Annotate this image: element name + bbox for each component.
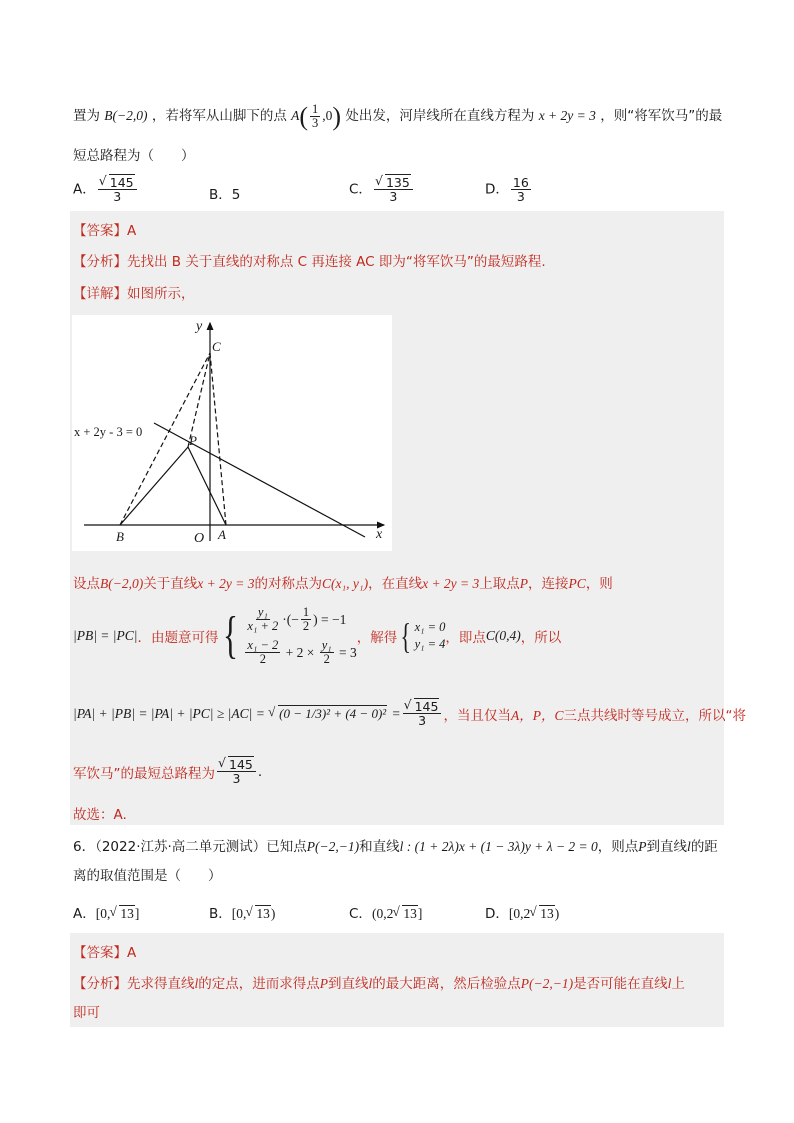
point-a-label: A	[218, 527, 226, 542]
q5-detail: 【详解】如图所示，	[73, 286, 195, 302]
y-axis-label: y	[196, 319, 203, 334]
segment-bp	[120, 447, 188, 525]
equation-system: { $\frac{\text{y₁}}{\text{x₁ + 2}}$ ·(− $\frac{1}{2}$ ) = −1 $\frac{\text{x₁ − 2}}{2}$ + 2 × $\frac{\text{y₁}}{2}$ = 3	[223, 605, 357, 667]
q5-option-a: A． √ $\frac{145}{3}$	[73, 176, 139, 203]
river-line	[154, 423, 365, 537]
segment-ac	[210, 353, 226, 525]
origin-label: O	[194, 531, 205, 546]
geometry-figure	[72, 315, 392, 551]
q5-stem-line-1	[73, 103, 722, 129]
river-line-label: x + 2y - 3 = 0	[74, 425, 143, 439]
q5-stem-text: 置为	[73, 108, 100, 124]
point-c-label: C	[212, 339, 221, 354]
q6-analysis-line-2: 即可	[73, 1005, 100, 1021]
q6-option-b: B．[0,√ 13)	[209, 902, 275, 922]
point-p-label: P	[189, 433, 197, 448]
q5-solution-line-2: |PB| = |PC| ．由题意可得 { $\frac{\text{y₁}}{\text{x₁ + 2}}$ ·(− $\frac{1}{2}$ ) = −1 $\frac{\text{x₁ − 2}}{2}$ + 2 × $\frac{\text{y₁}}{2}$ = 3 ，解得 { x₁ = 0 y₁ = 4 ，即点 C(0,4) ，所以	[73, 605, 562, 667]
x-axis-label: x	[376, 527, 383, 542]
q5-option-c: C． √ $\frac{135}{3}$	[349, 176, 415, 203]
q6-stem-line-1: 6．（2022·江苏·高二单元测试）已知点P(−2,−1)和直线l : (1 + 2λ)x + (1 − 3λ)y + λ − 2 = 0，则点P到直线l的距	[73, 839, 718, 855]
q6-analysis: 【分析】先求得直线l的定点，进而求得点P到直线l的最大距离，然后检验点P(−2,−1)是否可能在直线l上	[73, 976, 685, 992]
q5-solution-line-4: 军饮马”的最短总路程为 √ $\frac{145}{3}$ .	[73, 758, 722, 785]
q6-stem-line-2: 离的取值范围是（ ）	[73, 868, 222, 884]
q6-option-a: A．[0,√ 13]	[73, 902, 139, 922]
q6-option-d: D．[0,2√ 13)	[485, 902, 559, 922]
q5-solution-line-3: |PA| + |PB| = |PA| + |PC| ≥ |AC| = √ (0 − 1/3)² + (4 − 0)² = √ $\frac{145}{3}$ ，当且仅当 A，P，C 三点共线时等号成立，所以“将	[73, 700, 722, 727]
q5-option-b: B．5	[209, 187, 241, 203]
solution-system: { x₁ = 0 y₁ = 4	[400, 616, 446, 657]
point-a: A( $\frac{1}{3}$ ,0)	[291, 101, 342, 131]
q5-stem-line-2: 短总路程为（ ）	[73, 148, 195, 164]
line-equation: x + 2y = 3	[538, 108, 596, 123]
q5-solution-line-1: 设点B(−2,0)关于直线x + 2y = 3的对称点为C(x₁, y₁)，在直线x + 2y = 3上取点P，连接PC，则	[73, 576, 613, 592]
q5-stem-text: ，则“将军饮马”的最	[600, 108, 723, 124]
point-b: B(−2,0)	[104, 108, 148, 123]
q5-option-d: D． $\frac{16}{3}$	[485, 175, 529, 205]
q5-answer: 【答案】A	[73, 223, 137, 239]
q6-option-c: C．(0,2√ 13]	[349, 902, 422, 922]
q5-choose: 故选：A.	[73, 807, 127, 823]
point-b-label: B	[116, 529, 124, 544]
q5-stem-text: ，若将军从山脚下的点	[151, 108, 287, 124]
q5-analysis: 【分析】先找出 B 关于直线的对称点 C 再连接 AC 即为“将军饮马”的最短路程.	[73, 254, 546, 270]
q5-stem-text: 处出发，河岸线所在直线方程为	[345, 108, 535, 124]
q6-answer: 【答案】A	[73, 945, 137, 961]
